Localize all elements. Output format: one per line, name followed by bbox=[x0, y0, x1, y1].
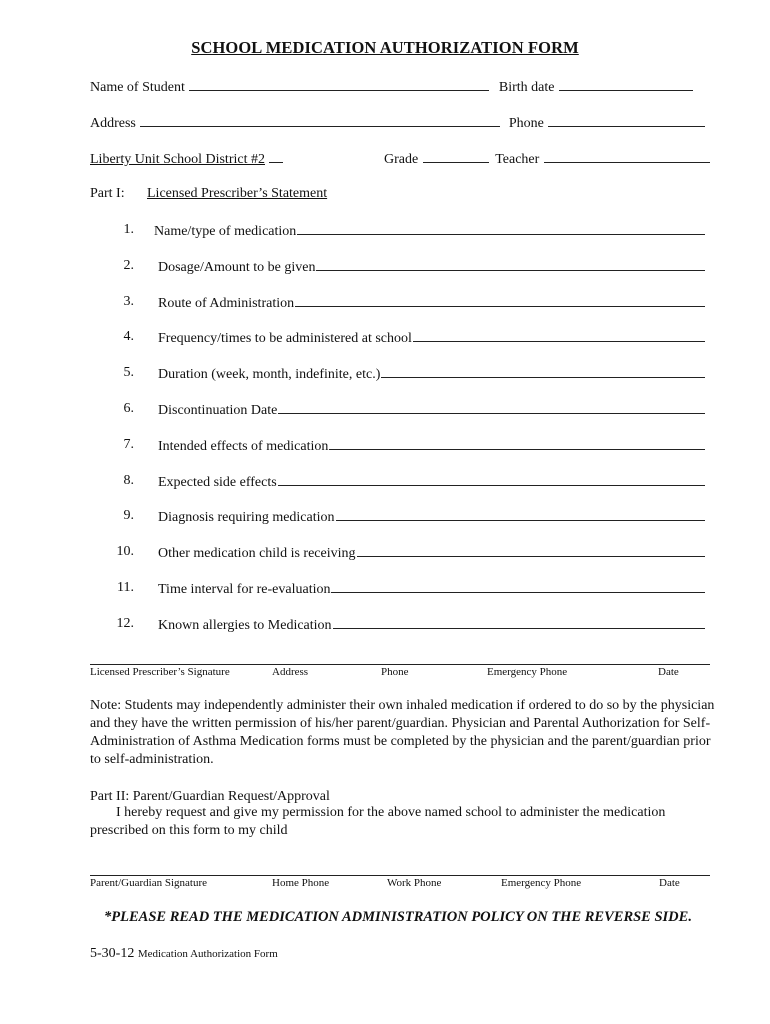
item-row bbox=[158, 579, 705, 598]
teacher-field[interactable] bbox=[544, 149, 710, 163]
part1-heading: Licensed Prescriber’s Statement bbox=[147, 186, 328, 201]
item-row bbox=[158, 257, 705, 276]
district-row bbox=[90, 149, 283, 168]
item-number: 3. bbox=[123, 293, 134, 309]
item-row bbox=[154, 221, 705, 240]
item-label: Duration (week, month, indefinite, etc.) bbox=[158, 367, 381, 383]
prescriber-date-caption: Date bbox=[658, 666, 679, 678]
item-number: 6. bbox=[123, 401, 134, 416]
item-label: Discontinuation Date bbox=[158, 403, 278, 418]
item-answer-field[interactable] bbox=[316, 257, 705, 271]
student-name-row bbox=[90, 77, 693, 96]
student-name-field[interactable] bbox=[189, 77, 489, 91]
item-number: 2. bbox=[123, 257, 134, 273]
prescriber-signature-caption: Licensed Prescriber’s Signature bbox=[90, 666, 230, 678]
item-number: 5. bbox=[123, 365, 134, 381]
item-answer-field[interactable] bbox=[413, 328, 705, 342]
item-row bbox=[158, 364, 705, 383]
item-label: Known allergies to Medication bbox=[158, 617, 332, 633]
item-answer-field[interactable] bbox=[295, 293, 705, 307]
item-label: Name/type of medication bbox=[154, 224, 297, 239]
item-answer-field[interactable] bbox=[329, 436, 705, 450]
parent-emergency-phone-caption: Emergency Phone bbox=[501, 877, 582, 889]
item-row bbox=[158, 293, 705, 312]
note-paragraph: Note: Students may independently administer their own inhaled medication if ordered to do so by the physician and they have the written permission of his/her parent/guardian. Physician and Parental Authorization for Self-Administration of Asthma Medication forms must be completed by the physician and the parent/guardian prior to self-administration. bbox=[90, 698, 715, 767]
item-number: 9. bbox=[123, 508, 134, 524]
item-answer-field[interactable] bbox=[336, 507, 705, 521]
item-answer-field[interactable] bbox=[381, 364, 705, 378]
teacher-label: Teacher bbox=[495, 152, 540, 167]
phone-field[interactable] bbox=[548, 113, 705, 127]
item-row bbox=[158, 543, 705, 562]
part2-paragraph: I hereby request and give my permission for the above named school to administer the medication prescribed on this form to my child bbox=[90, 805, 666, 838]
item-answer-field[interactable] bbox=[278, 400, 705, 414]
address-row bbox=[90, 113, 705, 132]
item-label: Frequency/times to be administered at school bbox=[158, 331, 412, 347]
form-footer bbox=[90, 946, 278, 962]
item-label: Route of Administration bbox=[158, 295, 295, 311]
item-answer-field[interactable] bbox=[333, 615, 705, 629]
item-answer-field[interactable] bbox=[357, 543, 705, 557]
item-number: 7. bbox=[123, 436, 134, 452]
item-answer-field[interactable] bbox=[297, 221, 705, 235]
item-number: 4. bbox=[123, 329, 134, 345]
item-number: 1. bbox=[123, 222, 134, 237]
parent-signature-caption: Parent/Guardian Signature bbox=[90, 877, 207, 889]
address-field[interactable] bbox=[140, 113, 500, 127]
item-row bbox=[158, 328, 705, 347]
item-row bbox=[158, 615, 705, 634]
item-number: 11. bbox=[117, 580, 134, 595]
grade-label: Grade bbox=[384, 152, 419, 167]
item-answer-field[interactable] bbox=[278, 472, 705, 486]
item-label: Dosage/Amount to be given bbox=[158, 259, 316, 275]
item-row bbox=[158, 400, 705, 419]
grade-teacher-row bbox=[384, 149, 710, 168]
parent-date-caption: Date bbox=[659, 877, 680, 889]
item-label: Time interval for re-evaluation bbox=[158, 582, 331, 597]
part1-label: Part I: bbox=[90, 186, 125, 201]
birth-date-field[interactable] bbox=[559, 77, 693, 91]
prescriber-address-caption: Address bbox=[272, 666, 309, 678]
district-trail bbox=[269, 149, 283, 163]
address-label: Address bbox=[90, 116, 136, 131]
item-number: 8. bbox=[123, 472, 134, 488]
item-number: 12. bbox=[116, 615, 134, 631]
district-label: Liberty Unit School District #2 bbox=[90, 152, 265, 167]
grade-field[interactable] bbox=[423, 149, 489, 163]
footer-label: Medication Authorization Form bbox=[137, 948, 278, 960]
item-row bbox=[158, 472, 705, 491]
student-name-label: Name of Student bbox=[90, 80, 185, 95]
policy-notice: *PLEASE READ THE MEDICATION ADMINISTRATION POLICY ON THE REVERSE SIDE. bbox=[104, 909, 692, 925]
parent-signature-line[interactable] bbox=[90, 875, 710, 876]
item-label: Intended effects of medication bbox=[158, 438, 329, 454]
item-label: Expected side effects bbox=[158, 474, 277, 490]
item-number: 10. bbox=[116, 544, 134, 560]
part2-heading: Part II: Parent/Guardian Request/Approval bbox=[90, 789, 330, 804]
footer-date: 5-30-12 bbox=[90, 946, 135, 961]
item-row bbox=[158, 507, 705, 526]
item-label: Other medication child is receiving bbox=[158, 546, 356, 562]
phone-label: Phone bbox=[508, 116, 544, 131]
birth-date-label: Birth date bbox=[498, 80, 555, 95]
home-phone-caption: Home Phone bbox=[272, 877, 330, 889]
prescriber-emergency-phone-caption: Emergency Phone bbox=[487, 666, 568, 678]
prescriber-phone-caption: Phone bbox=[381, 666, 409, 678]
item-label: Diagnosis requiring medication bbox=[158, 510, 335, 526]
item-row bbox=[158, 436, 705, 455]
item-answer-field[interactable] bbox=[331, 579, 705, 593]
work-phone-caption: Work Phone bbox=[387, 877, 442, 889]
prescriber-signature-line[interactable] bbox=[90, 664, 710, 665]
form-title: SCHOOL MEDICATION AUTHORIZATION FORM bbox=[191, 38, 579, 57]
